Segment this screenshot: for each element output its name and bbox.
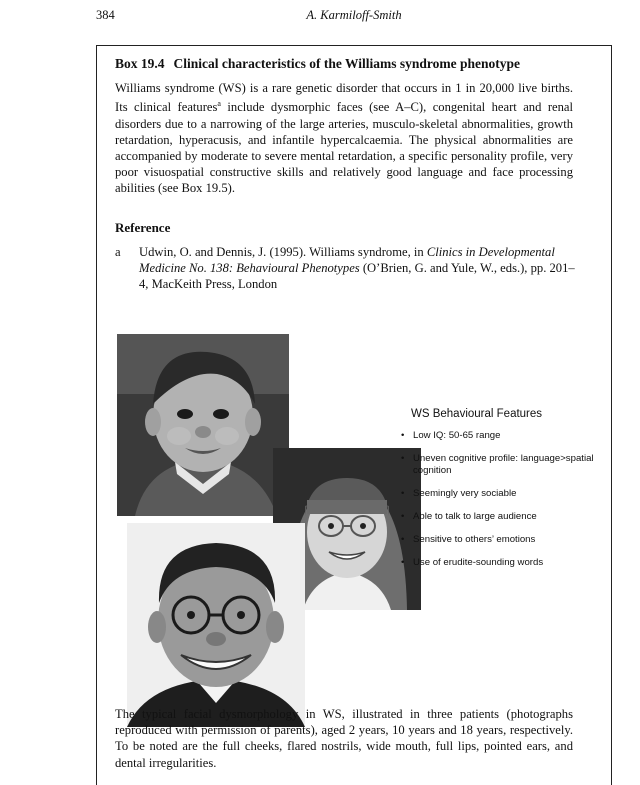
patient-photo-toddler — [117, 334, 289, 516]
bullet-icon: • — [401, 534, 405, 545]
reference-journal: Clinics in Developmental Medicine No. 138: Behavioural Phenotypes — [139, 245, 555, 276]
intro-paragraph — [115, 80, 573, 197]
reference-rest: (O’Brien, G. and Yule, W., eds.), pp. 201–4, MacKeith Press, London — [139, 261, 575, 292]
features-list — [399, 430, 611, 569]
bullet-icon: • — [401, 511, 405, 522]
box-title-text: Clinical characteristics of the Williams syndrome phenotype — [173, 56, 521, 71]
feature-item: • Able to talk to large audience — [401, 511, 537, 522]
clinical-characteristics-box — [96, 45, 612, 785]
figure-caption: The typical facial dysmorphology in WS, illustrated in three patients (photographs reproduced with permission of parents), aged 2 years, 10 years and 18 years, respectively. To be noted are the full cheeks, flared nostrils, wide mouth, full lips, pointed ears, and dental irregularities. — [115, 707, 573, 770]
feature-item: • Sensitive to others’ emotions — [401, 534, 536, 545]
reference-label: a — [115, 245, 121, 259]
bullet-icon: • — [401, 453, 405, 464]
feature-item: • Seemingly very sociable — [401, 488, 517, 499]
page-header — [96, 8, 612, 26]
intro-text-end: include dysmorphic faces (see A–C), congenital heart and renal disorders due to a narrowing of the large arteries, musculo-skeletal abnormalities, growth retardation, hyperacusis, and infantile hypercalcaemia. The physical abnormalities are accompanied by moderate to severe mental retardation, a specific personality profile, very poor visuospatial constructive skills and relatively good language and face processing abilities (see Box 19.5). — [115, 100, 573, 196]
reference-authors: Udwin, O. and Dennis, J. (1995). Williams syndrome, in — [139, 245, 427, 259]
box-title — [115, 56, 520, 72]
patient-photo-teenager — [127, 523, 305, 727]
bullet-icon: • — [401, 430, 405, 441]
running-head: A. Karmiloff-Smith — [306, 8, 402, 22]
page-number: 384 — [96, 8, 115, 22]
reference-heading: Reference — [115, 220, 171, 235]
behavioural-features-panel — [399, 408, 611, 580]
intro-text-start: Williams syndrome (WS) is a rare genetic disorder that occurs in 1 in 20,000 live births. Its clinical features — [115, 81, 573, 115]
feature-item: • Uneven cognitive profile: language>spatial cognition — [401, 453, 594, 476]
reference-text — [139, 244, 575, 293]
feature-item: • Use of erudite-sounding words — [401, 557, 544, 568]
bullet-icon: • — [401, 557, 405, 568]
features-title: WS Behavioural Features — [411, 408, 543, 420]
box-number: Box 19.4 — [115, 56, 165, 71]
footnote-marker: a — [217, 99, 221, 109]
feature-item: • Low IQ: 50-65 range — [401, 430, 501, 441]
bullet-icon: • — [401, 488, 405, 499]
